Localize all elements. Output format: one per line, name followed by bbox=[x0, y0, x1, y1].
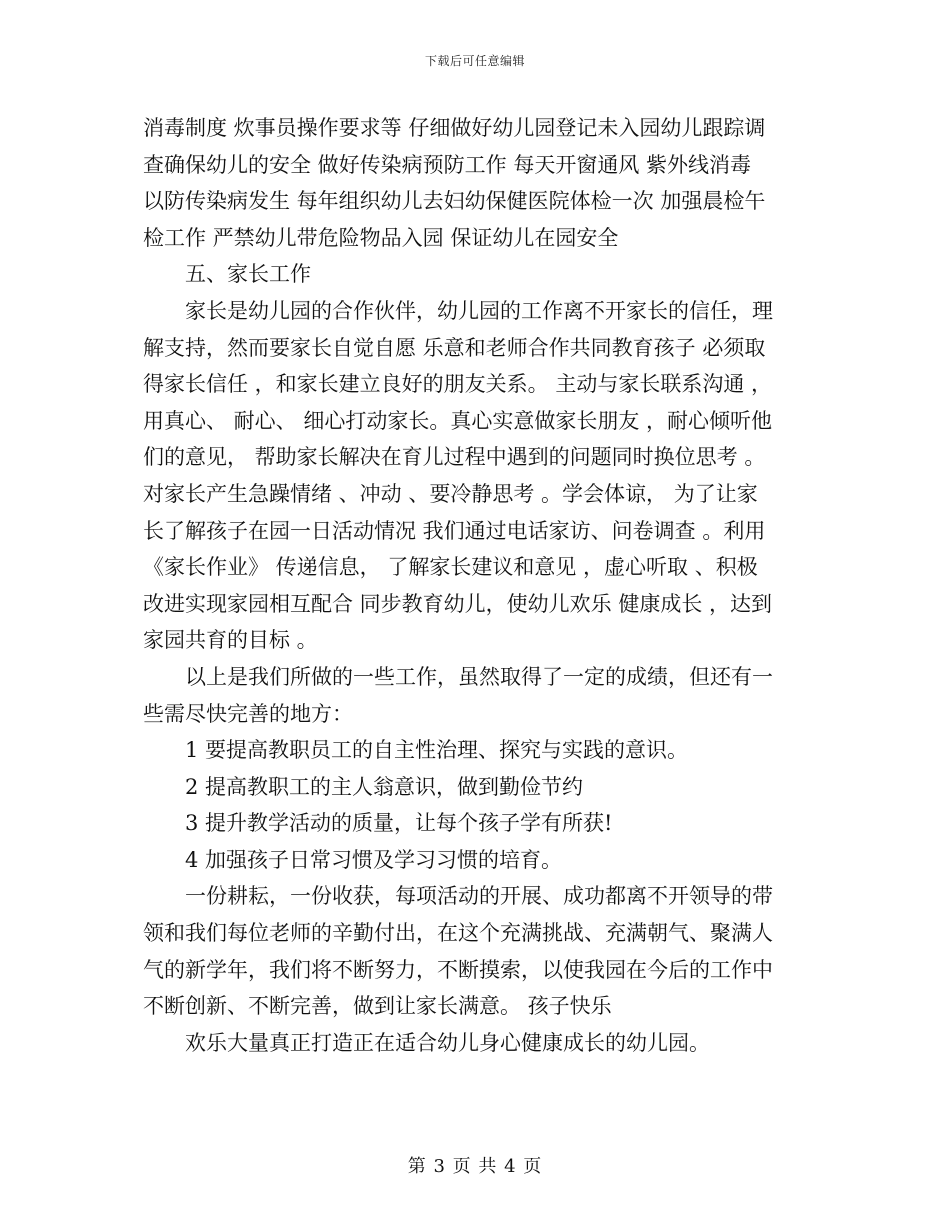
page-header: 下载后可任意编辑 bbox=[424, 54, 525, 68]
text-line: 些需尽快完善的地方： bbox=[143, 701, 353, 726]
text-line: 领和我们每位老师的辛勤付出，在这个充满挑战、充满朝气、聚满人 bbox=[143, 921, 773, 946]
text-line: 长了解孩子在园一日活动情况 我们通过电话家访、问卷调查 。利用 bbox=[143, 518, 766, 543]
text-line: 检工作 严禁幼儿带危险物品入园 保证幼儿在园安全 bbox=[143, 225, 619, 250]
text-line: 《家长作业》 传递信息， 了解家长建议和意见 ，虚心听取 、积极 bbox=[143, 555, 758, 580]
text-line: 解支持，然而要家长自觉自愿 乐意和老师合作共同教育孩子 必须取 bbox=[143, 335, 766, 360]
text-line: 们的意见， 帮助家长解决在育儿过程中遇到的问题同时换位思考 。 bbox=[143, 445, 766, 470]
text-line: 以防传染病发生 每年组织幼儿去妇幼保健医院体检一次 加强晨检午 bbox=[143, 189, 766, 214]
list-item: 1 要提高教职员工的自主性治理、探究与实践的意识。 bbox=[185, 738, 689, 763]
page-footer: 第 3 页 共 4 页 bbox=[407, 1156, 543, 1177]
text-line: 以上是我们所做的一些工作，虽然取得了一定的成绩，但还有一 bbox=[185, 664, 773, 689]
list-item: 4 加强孩子日常习惯及学习习惯的培育。 bbox=[185, 847, 563, 872]
text-line: 欢乐大量真正打造正在适合幼儿身心健康成长的幼儿园。 bbox=[185, 1030, 710, 1055]
section-heading: 五、家长工作 bbox=[185, 262, 311, 287]
text-line: 消毒制度 炊事员操作要求等 仔细做好幼儿园登记未入园幼儿跟踪调 bbox=[143, 116, 766, 140]
text-line: 气的新学年，我们将不断努力，不断摸索，以使我园在今后的工作中 bbox=[143, 957, 773, 982]
text-line: 家园共育的目标 。 bbox=[143, 628, 318, 653]
text-line: 一份耕耘，一份收获，每项活动的开展、成功都离不开领导的带 bbox=[185, 884, 773, 909]
text-line: 家长是幼儿园的合作伙伴，幼儿园的工作离不开家长的信任，理 bbox=[185, 298, 773, 323]
text-line: 对家长产生急躁情绪 、冲动 、要冷静思考 。学会体谅， 为了让家 bbox=[143, 481, 758, 506]
list-item: 3 提升教学活动的质量，让每个孩子学有所获! bbox=[185, 811, 613, 836]
document-body bbox=[143, 110, 808, 1061]
list-item: 2 提高教职工的主人翁意识，做到勤俭节约 bbox=[185, 774, 584, 799]
text-line: 得家长信任 ，和家长建立良好的朋友关系。 主动与家长联系沟通 ， bbox=[143, 372, 773, 397]
text-line: 改进实现家园相互配合 同步教育幼儿，使幼儿欢乐 健康成长 ，达到 bbox=[143, 591, 773, 616]
text-line: 用真心、 耐心、 细心打动家长。真心实意做家长朋友 ，耐心倾听他 bbox=[143, 408, 773, 433]
text-line: 查确保幼儿的安全 做好传染病预防工作 每天开窗通风 紫外线消毒 bbox=[143, 152, 752, 177]
text-line: 不断创新、不断完善，做到让家长满意。 孩子快乐 bbox=[143, 994, 612, 1019]
